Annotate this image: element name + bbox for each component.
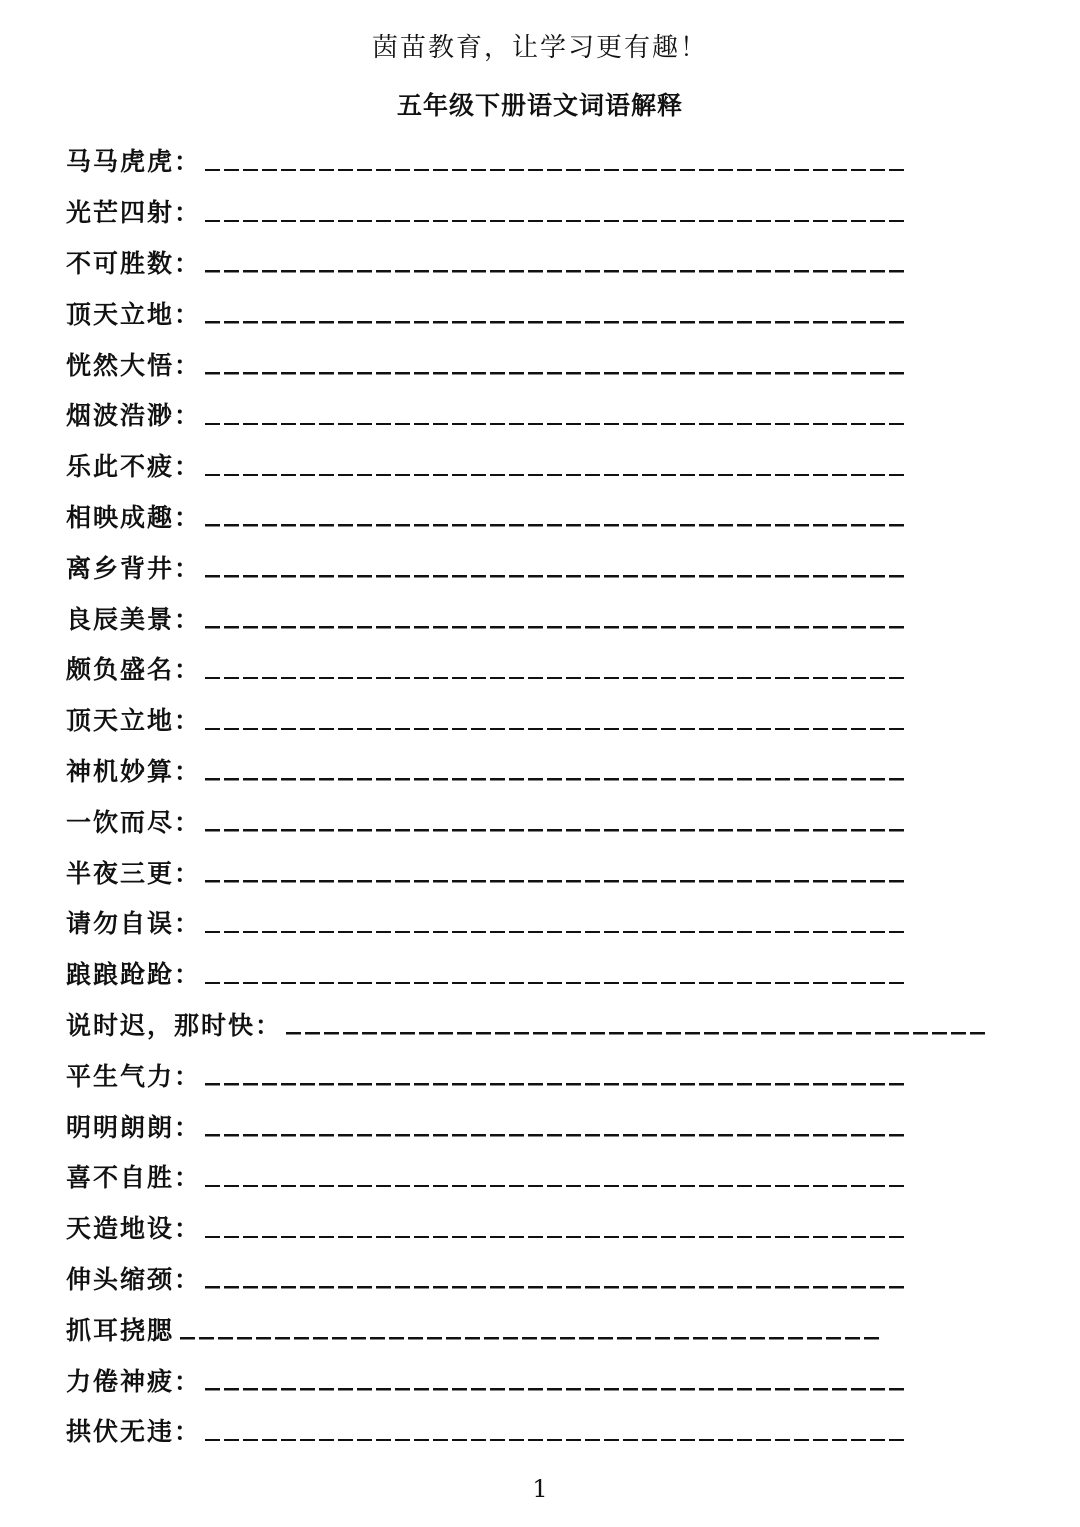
vocab-term: 说时迟，那时快 — [66, 1010, 256, 1040]
vocab-entry — [66, 643, 1066, 694]
vocab-term: 半夜三更 — [66, 858, 175, 888]
term-colon: ： — [174, 350, 200, 380]
answer-blank[interactable] — [180, 1318, 882, 1340]
vocab-term: 离乡背井 — [66, 553, 175, 583]
answer-blank[interactable] — [205, 810, 907, 832]
vocab-term: 伸头缩颈 — [66, 1264, 175, 1294]
term-colon: ： — [174, 909, 200, 939]
vocab-term: 乐此不疲 — [66, 452, 175, 482]
vocab-entry — [66, 440, 1066, 491]
term-colon: ： — [174, 960, 200, 990]
vocab-term: 拱伏无违 — [66, 1417, 175, 1447]
document-title: 五年级下册语文词语解释 — [396, 91, 683, 120]
vocab-entry — [66, 897, 1066, 948]
vocab-term: 光芒四射 — [66, 198, 175, 228]
vocab-term: 抓耳挠腮 — [66, 1315, 175, 1345]
vocab-entry — [66, 999, 1066, 1050]
vocab-entry — [66, 1049, 1066, 1100]
term-colon: ： — [174, 452, 200, 482]
answer-blank[interactable] — [205, 759, 907, 781]
vocab-term: 平生气力 — [66, 1061, 175, 1091]
answer-blank[interactable] — [205, 251, 907, 273]
answer-blank[interactable] — [205, 708, 907, 730]
answer-blank[interactable] — [205, 556, 907, 578]
term-colon: ： — [174, 553, 200, 583]
vocab-entry — [66, 541, 1066, 592]
vocab-term: 烟波浩渺 — [66, 401, 175, 431]
answer-blank[interactable] — [205, 353, 907, 375]
answer-blank[interactable] — [205, 403, 907, 425]
vocab-entry — [66, 745, 1066, 796]
vocabulary-list — [66, 135, 1066, 1456]
term-colon: ： — [174, 807, 200, 837]
vocab-entry — [66, 237, 1066, 288]
vocab-term: 喜不自胜 — [66, 1163, 175, 1193]
vocab-entry — [66, 795, 1066, 846]
answer-blank[interactable] — [205, 1216, 907, 1238]
answer-blank[interactable] — [205, 1369, 907, 1391]
vocab-entry — [66, 1303, 1066, 1354]
term-colon: ： — [174, 858, 200, 888]
answer-blank[interactable] — [205, 861, 907, 883]
term-colon: ： — [174, 198, 200, 228]
vocab-entry — [66, 1202, 1066, 1253]
vocab-entry — [66, 846, 1066, 897]
answer-blank[interactable] — [286, 1013, 989, 1035]
answer-blank[interactable] — [205, 149, 907, 171]
term-colon: ： — [174, 1417, 200, 1447]
term-colon: ： — [174, 299, 200, 329]
vocab-term: 顶天立地 — [66, 706, 175, 736]
answer-blank[interactable] — [205, 1115, 907, 1137]
term-colon: ： — [174, 147, 200, 177]
vocab-term: 恍然大悟 — [66, 350, 175, 380]
page-header: 茵苗教育，让学习更有趣！ — [371, 33, 708, 63]
vocab-term: 请勿自误 — [66, 909, 175, 939]
page-number: 1 — [532, 1475, 548, 1503]
answer-blank[interactable] — [205, 657, 907, 679]
term-colon: ： — [174, 1214, 200, 1244]
vocab-entry — [66, 338, 1066, 389]
vocab-term: 神机妙算 — [66, 756, 175, 786]
answer-blank[interactable] — [205, 962, 907, 984]
term-colon: ： — [174, 502, 200, 532]
answer-blank[interactable] — [205, 1165, 907, 1187]
answer-blank[interactable] — [205, 454, 907, 476]
term-colon: ： — [174, 401, 200, 431]
answer-blank[interactable] — [205, 1267, 907, 1289]
vocab-term: 良辰美景 — [66, 604, 175, 634]
vocab-entry — [66, 1151, 1066, 1202]
answer-blank[interactable] — [205, 1419, 907, 1441]
vocab-entry — [66, 491, 1066, 542]
vocab-term: 不可胜数 — [66, 248, 175, 278]
vocab-entry — [66, 186, 1066, 237]
vocab-entry — [66, 1405, 1066, 1456]
term-colon: ： — [174, 655, 200, 685]
vocab-entry — [66, 135, 1066, 186]
answer-blank[interactable] — [205, 505, 907, 527]
vocab-term: 力倦神疲 — [66, 1366, 175, 1396]
term-colon: ： — [174, 604, 200, 634]
term-colon: ： — [174, 1163, 200, 1193]
vocab-term: 相映成趣 — [66, 502, 175, 532]
term-colon: ： — [174, 1264, 200, 1294]
vocab-entry — [66, 1354, 1066, 1405]
answer-blank[interactable] — [205, 302, 907, 324]
vocab-entry — [66, 1100, 1066, 1151]
vocab-entry — [66, 287, 1066, 338]
vocab-entry — [66, 948, 1066, 999]
vocab-term: 顶天立地 — [66, 299, 175, 329]
vocab-term: 天造地设 — [66, 1214, 175, 1244]
term-colon: ： — [174, 706, 200, 736]
term-colon: ： — [174, 756, 200, 786]
vocab-term: 马马虎虎 — [66, 147, 175, 177]
term-colon: ： — [174, 248, 200, 278]
vocab-term: 颇负盛名 — [66, 655, 175, 685]
vocab-entry — [66, 592, 1066, 643]
vocab-term: 一饮而尽 — [66, 807, 175, 837]
answer-blank[interactable] — [205, 200, 907, 222]
vocab-entry — [66, 389, 1066, 440]
vocab-entry — [66, 1253, 1066, 1304]
vocab-term: 明明朗朗 — [66, 1112, 175, 1142]
answer-blank[interactable] — [205, 607, 907, 629]
answer-blank[interactable] — [205, 1064, 907, 1086]
vocab-term: 踉踉跄跄 — [66, 960, 175, 990]
term-colon: ： — [174, 1112, 200, 1142]
vocab-entry — [66, 694, 1066, 745]
term-colon: ： — [174, 1366, 200, 1396]
term-colon: ： — [255, 1010, 281, 1040]
answer-blank[interactable] — [205, 911, 907, 933]
term-colon: ： — [174, 1061, 200, 1091]
